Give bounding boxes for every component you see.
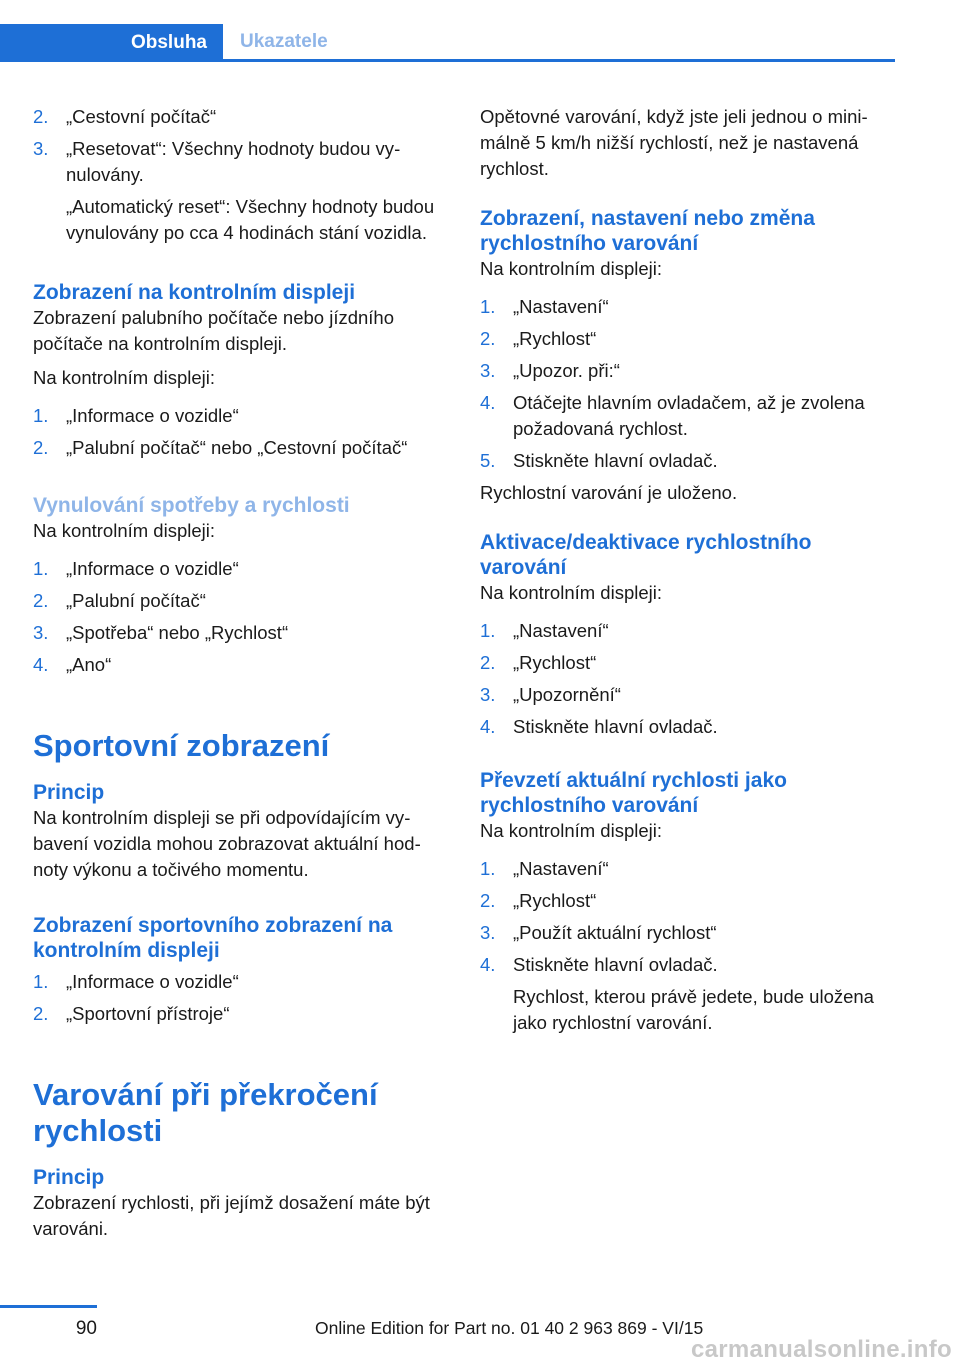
intro-text: Opětovné varování, když jste jeli jednou o minimálně 5 km/h nižší rychlostí, než je nastavená rychlost. — [480, 106, 868, 179]
heading-set-warning: Zobrazení, nastavení nebo změna rychlostního varování — [480, 207, 815, 255]
list-item-number: 1. — [480, 620, 496, 641]
list-item-text: Otáčejte hlavním ovladačem, až je zvolena požadovaná rychlost. — [513, 392, 865, 439]
display-intro: Na kontrolním displeji: — [33, 367, 215, 388]
list-item-text: „Palubní počítač“ — [66, 590, 206, 611]
tab-obsluha[interactable]: Obsluha — [0, 24, 223, 62]
header-divider — [0, 59, 895, 62]
list-item-number: 5. — [480, 450, 496, 471]
list-item-text: „Rychlost“ — [513, 328, 597, 349]
list-item-text: „Upozor. při:“ — [513, 360, 620, 381]
list-item — [33, 435, 443, 461]
list-item — [480, 714, 900, 740]
list-adopt-speed — [480, 856, 900, 1036]
edition-text: Online Edition for Part no. 01 40 2 963 869 - VI/15 — [315, 1318, 704, 1338]
set-intro: Na kontrolním displeji: — [480, 258, 662, 279]
activate-intro: Na kontrolním displeji: — [480, 582, 662, 603]
list-item-text: „Informace o vozidle“ — [66, 405, 239, 426]
list-item — [480, 326, 900, 352]
list-item-number: 1. — [33, 405, 49, 426]
left-column — [33, 104, 443, 1242]
watermark: carmanualsonline.info — [690, 1336, 952, 1363]
heading-activate-warning: Aktivace/deaktivace rychlostního varování — [480, 531, 812, 579]
list-item-text: „Ano“ — [66, 654, 112, 675]
list-item-text: „Informace o vozidle“ — [66, 971, 239, 992]
list-item-number: 3. — [33, 622, 49, 643]
list-item — [33, 104, 443, 130]
list-item — [33, 588, 443, 614]
list-item-number: 4. — [480, 716, 496, 737]
page-number: 90 — [75, 1318, 97, 1339]
list-item-number: 3. — [480, 360, 496, 381]
title-speed-warning: Varování při překročení rychlosti — [33, 1077, 378, 1148]
heading-sport-display: Zobrazení sportovního zobrazení na kontrolním displeji — [33, 914, 393, 962]
right-column — [480, 104, 900, 1042]
list-item-text: „Upozornění“ — [513, 684, 621, 705]
heading-sport-principle: Princip — [33, 781, 105, 804]
list-item — [33, 403, 443, 429]
list-item-number: 2. — [480, 652, 496, 673]
list-item-number: 4. — [480, 954, 496, 975]
list-item-number: 1. — [480, 858, 496, 879]
list-item-text: „Nastavení“ — [513, 620, 609, 641]
list-item-text: „Rychlost“ — [513, 890, 597, 911]
list-item — [33, 556, 443, 582]
list-item-text: „Rychlost“ — [513, 652, 597, 673]
list-sport — [33, 969, 443, 1027]
list-item — [480, 682, 900, 708]
list-trip-computer — [33, 104, 443, 246]
list-item-text: „Sportovní přístroje“ — [66, 1003, 230, 1024]
list-item — [480, 294, 900, 320]
list-item-text: „Cestovní počítač“ — [66, 106, 217, 127]
list-item-text: „Palubní počítač“ nebo „Cestovní počítač“ — [66, 437, 408, 458]
list-display — [33, 403, 443, 461]
tab-ukazatele[interactable]: Ukazatele — [240, 30, 328, 52]
list-item-number: 2. — [33, 106, 49, 127]
list-item — [33, 969, 443, 995]
list-item-text: „Resetovat“: Všechny hodnoty budou vynulovány. — [66, 138, 401, 185]
reset-intro: Na kontrolním displeji: — [33, 520, 215, 541]
list-item-text: „Spotřeba“ nebo „Rychlost“ — [66, 622, 289, 643]
adopt-intro: Na kontrolním displeji: — [480, 820, 662, 841]
heading-adopt-speed: Převzetí aktuální rychlosti jako rychlostního varování — [480, 769, 787, 817]
list-item-number: 2. — [33, 590, 49, 611]
list-item-number: 3. — [480, 922, 496, 943]
list-reset — [33, 556, 443, 678]
heading-display: Zobrazení na kontrolním displeji — [33, 281, 356, 304]
list-item-text: Stiskněte hlavní ovladač. — [513, 954, 718, 975]
list-item — [480, 650, 900, 676]
list-item — [480, 390, 900, 442]
list-item-number: 1. — [33, 558, 49, 579]
list-item — [33, 652, 443, 678]
list-item-number: 4. — [33, 654, 49, 675]
sport-principle-text: Na kontrolním displeji se při odpovídajícím vybavení vozidla mohou zobrazovat aktuální hodnoty výkonu a točivého momentu. — [33, 807, 421, 880]
set-result: Rychlostní varování je uloženo. — [480, 482, 738, 503]
list-item-subtext: „Automatický reset“: Všechny hodnoty budou vynulovány po cca 4 hodinách stání vozidla. — [66, 196, 435, 243]
warning-principle-text: Zobrazení rychlosti, při jejímž dosažení máte být varováni. — [33, 1192, 430, 1239]
display-text: Zobrazení palubního počítače nebo jízdního počítače na kontrolním displeji. — [33, 307, 395, 354]
list-item — [480, 920, 900, 946]
list-item-number: 3. — [480, 684, 496, 705]
list-activate-warning — [480, 618, 900, 740]
list-item-text: Stiskněte hlavní ovladač. — [513, 450, 718, 471]
list-item-number: 1. — [480, 296, 496, 317]
list-item-number: 4. — [480, 392, 496, 413]
list-item — [480, 618, 900, 644]
list-item — [33, 1001, 443, 1027]
list-item-text: „Informace o vozidle“ — [66, 558, 239, 579]
list-item-number: 2. — [33, 1003, 49, 1024]
list-item-subtext: Rychlost, kterou právě jedete, bude uložena jako rychlostní varování. — [513, 986, 874, 1033]
list-item-number: 2. — [33, 437, 49, 458]
list-item-number: 3. — [33, 138, 49, 159]
list-item-text: „Nastavení“ — [513, 296, 609, 317]
list-item-text: „Nastavení“ — [513, 858, 609, 879]
list-item — [33, 136, 443, 246]
list-item-number: 2. — [480, 328, 496, 349]
list-set-warning — [480, 294, 900, 474]
footer-divider — [0, 1305, 97, 1308]
title-sport: Sportovní zobrazení — [33, 728, 330, 763]
list-item — [480, 856, 900, 882]
list-item — [480, 952, 900, 1036]
list-item — [480, 358, 900, 384]
list-item-text: „Použít aktuální rychlost“ — [513, 922, 717, 943]
list-item — [480, 448, 900, 474]
list-item-number: 1. — [33, 971, 49, 992]
list-item — [33, 620, 443, 646]
list-item — [480, 888, 900, 914]
heading-reset: Vynulování spotřeby a rychlosti — [33, 494, 350, 517]
heading-warning-principle: Princip — [33, 1166, 105, 1189]
list-item-text: Stiskněte hlavní ovladač. — [513, 716, 718, 737]
header-tabbar — [0, 24, 895, 62]
list-item-number: 2. — [480, 890, 496, 911]
